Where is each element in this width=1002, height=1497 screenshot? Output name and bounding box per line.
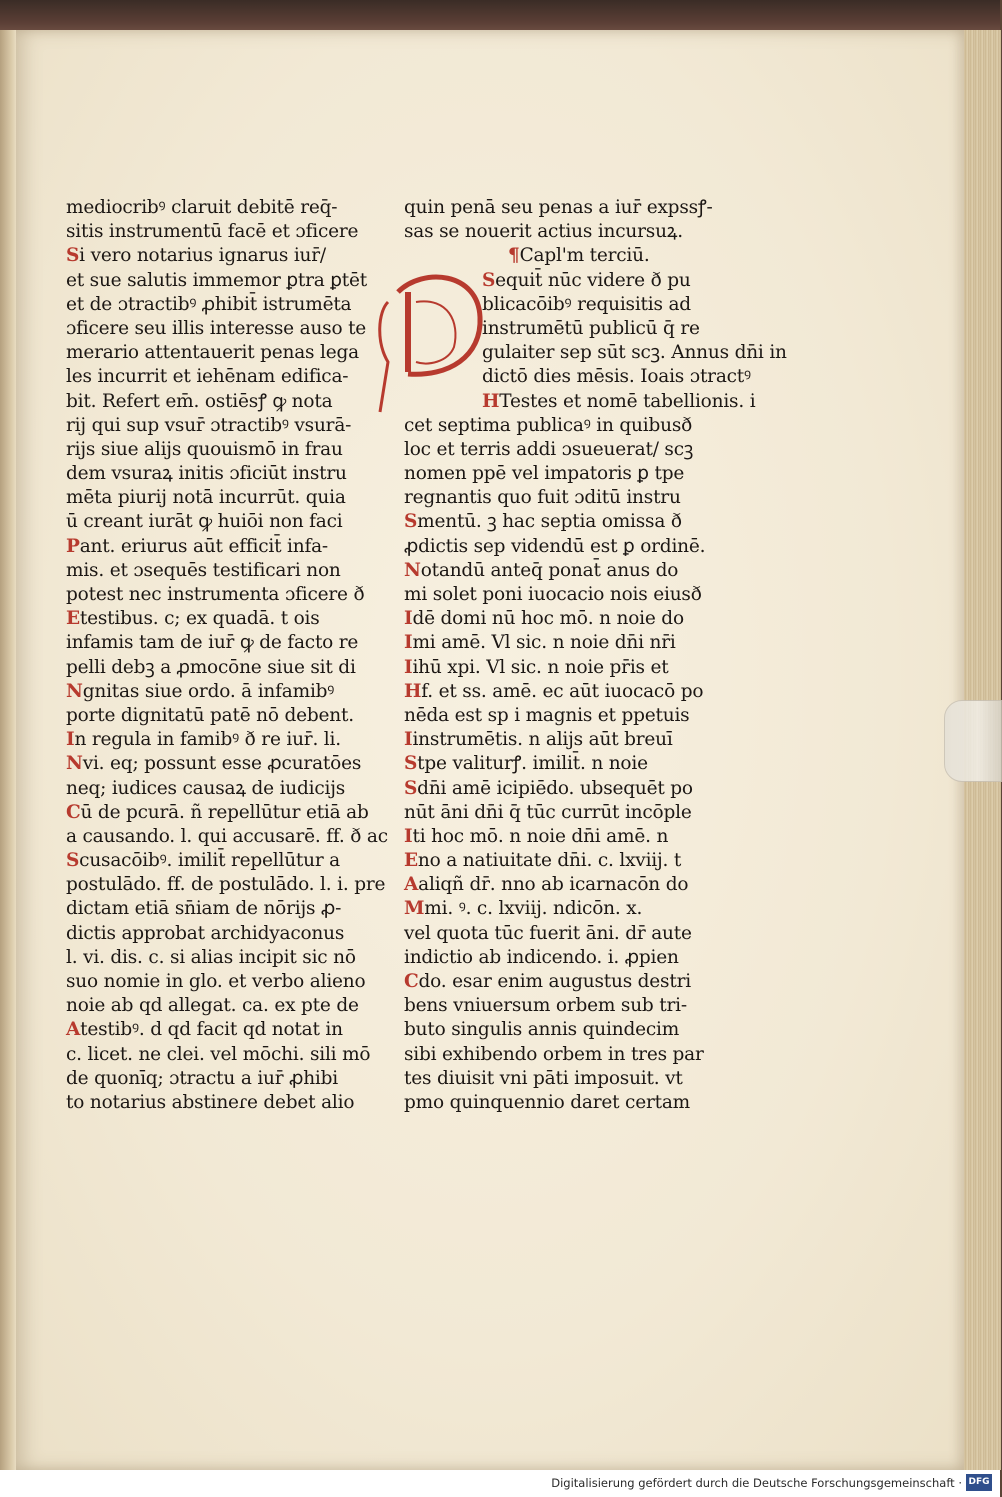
text-line [404, 607, 714, 631]
text-line [404, 946, 714, 970]
text-line [66, 801, 369, 825]
text-line [66, 535, 351, 559]
rubricated-initial: H [482, 390, 500, 412]
line-text: i vero notarius ignarus iur̄/ [79, 245, 326, 267]
text-line [404, 414, 714, 438]
line-text: postulādo. ff. de postulādo. l. i. pre [66, 874, 386, 896]
text-line [404, 583, 714, 607]
rubricated-initial: S [66, 245, 80, 267]
text-line [404, 922, 714, 946]
line-text: nomen ppē vel impatoris ꝑ tpe [404, 463, 685, 485]
text-line [66, 631, 359, 655]
text-line [66, 486, 351, 510]
line-text: sibi exhibendo orbem in tres par [404, 1043, 704, 1065]
line-text: a causando. l. qui accusarē. ff. ð ac [66, 825, 388, 847]
text-line [404, 293, 714, 317]
text-line [66, 196, 351, 220]
rubricated-initial: I [404, 656, 413, 678]
text-line [404, 390, 756, 414]
line-text: ū de pcurā. ñ repellūtur etiā ab [80, 801, 369, 823]
line-text: dictis approbat archidyaconus [66, 922, 345, 944]
text-line [66, 825, 388, 849]
rubricated-initial: S [482, 269, 496, 291]
text-line [66, 897, 351, 921]
dfg-logo: DFG [966, 1474, 992, 1491]
line-text: vel quota tūc fuerit āni. dr̄ aute [404, 922, 692, 944]
line-text: testibꝰ. d qd facit qd notat in [80, 1019, 343, 1041]
left-text-column [66, 196, 388, 1115]
line-text: indictio ab indicendo. i. ꝓpien [404, 946, 679, 968]
line-text: quin penā seu penas a iur̄ expssꝭ- [404, 197, 713, 218]
line-text: suo nomie in glo. et verbo alieno [66, 971, 366, 992]
line-text: Capl'm terciū. [519, 245, 650, 267]
line-text: ihū xpi. Vl sic. n noie pr̄is et [412, 656, 669, 678]
line-text: mentū. ꝫ hac septia omissa ð [417, 511, 682, 533]
line-text: cusacōibꝰ. imilit̄ repellūtur a [79, 850, 341, 872]
line-text: f. et ss. amē. ec aūt iuocacō po [421, 680, 704, 702]
text-line [404, 1043, 714, 1067]
line-text: mi. ꝰ. c. lxviij. ndicōn. x. [424, 898, 643, 920]
text-line [404, 1018, 714, 1042]
text-line [404, 220, 714, 244]
line-text: l. vi. dis. c. si alias incipit sic nō [66, 946, 356, 968]
text-line [66, 607, 351, 631]
text-line [66, 269, 368, 293]
line-text: no a natiuitate dn̄i. c. lxviij. t [417, 850, 682, 872]
rubricated-initial: I [404, 729, 413, 751]
rubricated-initial: C [404, 971, 419, 992]
text-line [404, 777, 714, 801]
line-text: mēta piurij notā incurrūt. quia [66, 487, 346, 509]
text-line [404, 1091, 714, 1115]
text-line [66, 656, 356, 680]
text-line [66, 390, 351, 414]
line-text: instrumētis. n alijs aūt breuī [412, 729, 673, 751]
line-text: rij qui sup vsur̄ ɔtractibꝰ vsurā- [66, 414, 352, 436]
rubricated-initial: I [404, 608, 413, 630]
text-line [404, 462, 714, 486]
text-line [404, 196, 714, 220]
line-text: dē domi nū hoc mō. n noie do [412, 608, 684, 630]
line-text: tes diuisit vni pāti imposuit. vt [404, 1067, 683, 1089]
rubricated-initial: N [66, 680, 83, 702]
line-text: bit. Refert em̄. ostiēsꝭ ꝙ nota [66, 390, 333, 412]
line-text: dn̄i amē icipiēdo. ubsequēt po [417, 777, 693, 799]
text-line [66, 583, 365, 607]
line-text: nūt āni dn̄i q̄ tūc currūt incōple [404, 801, 692, 823]
text-line [66, 293, 351, 317]
line-text: pelli debꝫ a ꝓmocōne siue sit di [66, 656, 356, 678]
text-line [404, 970, 714, 994]
line-text: aliqñ dr̄. nno ab icarnacōn do [418, 874, 689, 896]
text-line [66, 849, 351, 873]
line-text: et sue salutis immemor ꝑtra ꝑtēt [66, 269, 368, 291]
line-text: ū creant iurāt ꝙ huiōi non faci [66, 511, 343, 533]
text-line [404, 656, 714, 680]
text-line [66, 704, 354, 728]
text-line [404, 486, 714, 510]
line-text: mi amē. Vl sic. n noie dn̄i nr̄i [412, 632, 676, 654]
text-line [66, 946, 356, 970]
line-text: n regula in famibꝰ ð re iur̄. li. [74, 729, 341, 751]
text-line [404, 897, 714, 921]
line-text: Testes et nomē tabellionis. i [499, 390, 756, 412]
text-line [404, 244, 714, 268]
text-line [66, 438, 351, 462]
text-line [66, 414, 351, 438]
rubricated-initial: S [404, 753, 418, 775]
text-line [404, 873, 714, 897]
text-line [404, 438, 714, 462]
text-line [66, 220, 359, 244]
text-line [66, 777, 351, 801]
line-text: pmo quinquennio daret certam [404, 1091, 691, 1113]
line-text: equit̄ nūc videre ð pu [495, 269, 691, 291]
text-line [66, 462, 351, 486]
text-line [66, 1067, 351, 1091]
rubricated-initial: P [66, 535, 80, 557]
line-text: to notarius abstineɾe debet alio [66, 1091, 355, 1113]
rubricated-initial: ¶ [508, 245, 520, 267]
footer-credit: Digitalisierung gefördert durch die Deutsche Forschungsgemeinschaft · [551, 1476, 962, 1490]
text-line [66, 728, 351, 752]
line-text: c. licet. ne clei. vel mōchi. sili mō [66, 1043, 371, 1065]
text-line [404, 752, 714, 776]
text-line [404, 341, 787, 365]
rubricated-initial: I [66, 729, 75, 751]
line-text: infamis tam de iur̄ ꝙ de facto re [66, 632, 359, 654]
line-text: sitis instrumentū facē et ɔficere [66, 221, 359, 243]
page-marker-tab [944, 700, 1002, 782]
line-text: tpe valiturꝭ. imilit̄. n noie [417, 753, 648, 775]
text-line [66, 244, 351, 268]
text-line [404, 365, 751, 389]
text-line [66, 559, 351, 583]
text-line [404, 994, 714, 1018]
line-text: mis. et ɔsequēs testificari non [66, 559, 341, 581]
text-line [404, 631, 714, 655]
text-line [404, 728, 714, 752]
text-line [66, 1043, 371, 1067]
text-line [404, 510, 714, 534]
text-line [66, 1018, 351, 1042]
rubricated-initial: M [404, 898, 425, 920]
rubricated-initial: E [404, 850, 418, 872]
line-text: vi. eq; possunt esse ꝓcuratōes [82, 753, 362, 775]
line-text: regnantis quo fuit ɔditū instru [404, 487, 681, 509]
line-text: ant. eriurus aūt efficit̄ infa- [79, 535, 328, 557]
line-text: noie ab qd allegat. ca. ex pte de [66, 995, 359, 1017]
rubricated-initial: S [66, 850, 80, 872]
text-line [66, 341, 359, 365]
line-text: ɔficere seu illis interesse auso te [66, 317, 367, 339]
line-text: de quonīq; ɔtractu a iur̄ ꝓhibi [66, 1067, 338, 1089]
rubricated-initial: N [66, 753, 83, 775]
text-line [66, 752, 362, 776]
line-text: gulaiter sep sūt scꝫ. Annus dn̄i in [482, 342, 787, 364]
line-text: mediocribꝰ claruit debitē req̄- [66, 197, 338, 218]
text-line [404, 535, 714, 559]
text-line [66, 994, 359, 1018]
line-text: bens vniuersum orbem sub tri- [404, 995, 687, 1017]
text-line [66, 970, 366, 994]
line-text: do. esar enim augustus destri [418, 971, 691, 992]
line-text: cet septima publicaꝰ in quibusð [404, 414, 693, 436]
rubricated-initial: S [404, 777, 418, 799]
text-line [66, 365, 351, 389]
text-line [404, 680, 714, 704]
line-text: loc et terris addi ɔsueuerat/ scꝫ [404, 438, 694, 460]
rubricated-initial: E [66, 608, 80, 630]
line-text: ꝓdictis sep videndū est ꝑ ordinē. [404, 535, 706, 557]
line-text: dictam etiā sn̄iam de nōrijs ꝓ- [66, 898, 342, 920]
rubricated-initial: A [404, 874, 419, 896]
line-text: buto singulis annis quindecim [404, 1019, 680, 1041]
text-line [66, 922, 351, 946]
line-text: sas se nouerit actius incursuꝝ. [404, 221, 683, 243]
line-text: nēda est sp i magnis et ppetuis [404, 704, 690, 726]
line-text: neq; iudices causaꝝ de iudicijs [66, 777, 346, 799]
rubricated-initial: I [404, 825, 413, 847]
rubricated-initial: N [404, 559, 421, 581]
line-text: blicacōibꝰ requisitis ad [482, 293, 691, 315]
rubricated-initial: I [404, 632, 413, 654]
text-line [66, 510, 351, 534]
line-text: porte dignitatū patē nō debent. [66, 704, 354, 726]
text-line [404, 704, 714, 728]
line-text: rijs siue alijs quouismō in frau [66, 438, 343, 460]
line-text: testibus. c; ex quadā. t ois [79, 608, 320, 630]
line-text: instrumētū publicū q̄ re [482, 317, 700, 339]
text-line [66, 1091, 355, 1115]
text-line [66, 680, 351, 704]
line-text: ti hoc mō. n noie dn̄i amē. n [412, 825, 669, 847]
rubricated-initial: S [404, 511, 418, 533]
text-line [404, 825, 714, 849]
text-line [66, 873, 386, 897]
text-line [404, 317, 714, 341]
text-line [404, 269, 714, 293]
text-line [404, 1067, 714, 1091]
line-text: merario attentauerit penas lega [66, 342, 359, 364]
line-text: et de ɔtractibꝰ ꝓhibit̄ istrumēta [66, 293, 352, 315]
text-line [404, 559, 714, 583]
text-line [66, 317, 367, 341]
line-text: otandū anteq̄ ponat̄ anus do [420, 559, 679, 581]
line-text: potest nec instrumenta ɔficere ð [66, 584, 365, 605]
line-text: gnitas siue ordo. ā infamibꝰ [82, 680, 335, 702]
rubricated-initial: H [404, 680, 422, 702]
text-line [404, 849, 714, 873]
line-text: mi solet poni iuocacio nois eiusð [404, 584, 702, 605]
rubricated-initial: A [66, 1019, 81, 1041]
rubricated-initial: C [66, 801, 81, 823]
right-text-column [404, 196, 787, 1115]
line-text: les incurrit et iehēnam edifica- [66, 366, 349, 388]
line-text: dem vsuraꝝ initis ɔficiūt instru [66, 463, 347, 485]
text-line [404, 801, 714, 825]
line-text: dictō dies mēsis. Ioais ɔtractꝰ [482, 366, 751, 388]
